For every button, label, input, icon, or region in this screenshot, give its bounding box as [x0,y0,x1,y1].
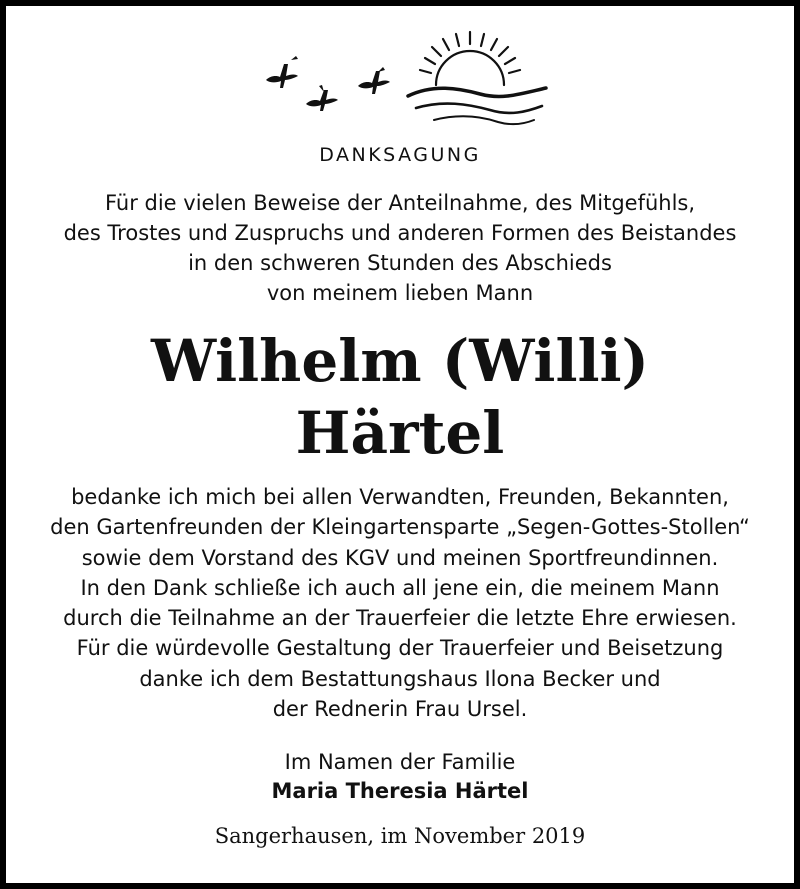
intro-line: des Trostes und Zuspruchs und anderen Formen des Beistandes [63,221,737,245]
birds-and-sunrise-icon [258,30,548,130]
thanks-line: der Rednerin Frau Ursel. [272,697,528,722]
thanks-line: In den Dank schließe ich auch all jene ein, die meinem Mann [80,575,720,600]
intro-line: von meinem lieben Mann [266,281,534,305]
signer-name: Maria Theresia Härtel [271,779,529,803]
thanks-line: sowie dem Vorstand des KGV und meinen Sportfreundinnen. [81,545,719,570]
thanks-line: den Gartenfreunden der Kleingartensparte „Segen-Gottes-Stollen“ [50,515,750,540]
thanks-line: danke ich dem Bestattungshaus Ilona Becker und [139,666,661,691]
thanks-line: durch die Teilnahme an der Trauerfeier die letzte Ehre erwiesen. [63,606,737,631]
intro-line: in den schweren Stunden des Abschieds [188,251,612,275]
thanks-line: Für die würdevolle Gestaltung der Trauerfeier und Beisetzung [76,636,724,661]
intro-text [0,188,800,308]
family-line: Im Namen der Familie [284,750,516,774]
thanks-text [0,482,800,724]
intro-line: Für die vielen Beweise der Anteilnahme, des Mitgefühls, [104,191,696,215]
thanks-line: bedanke ich mich bei allen Verwandten, Freunden, Bekannten, [71,485,729,509]
deceased-name-line: Härtel [295,399,505,467]
deceased-name [0,325,800,469]
place-date: Sangerhausen, im November 2019 [214,824,586,848]
deceased-name-line: Wilhelm (Willi) [151,327,649,395]
notice-heading: DANKSAGUNG [319,144,481,166]
